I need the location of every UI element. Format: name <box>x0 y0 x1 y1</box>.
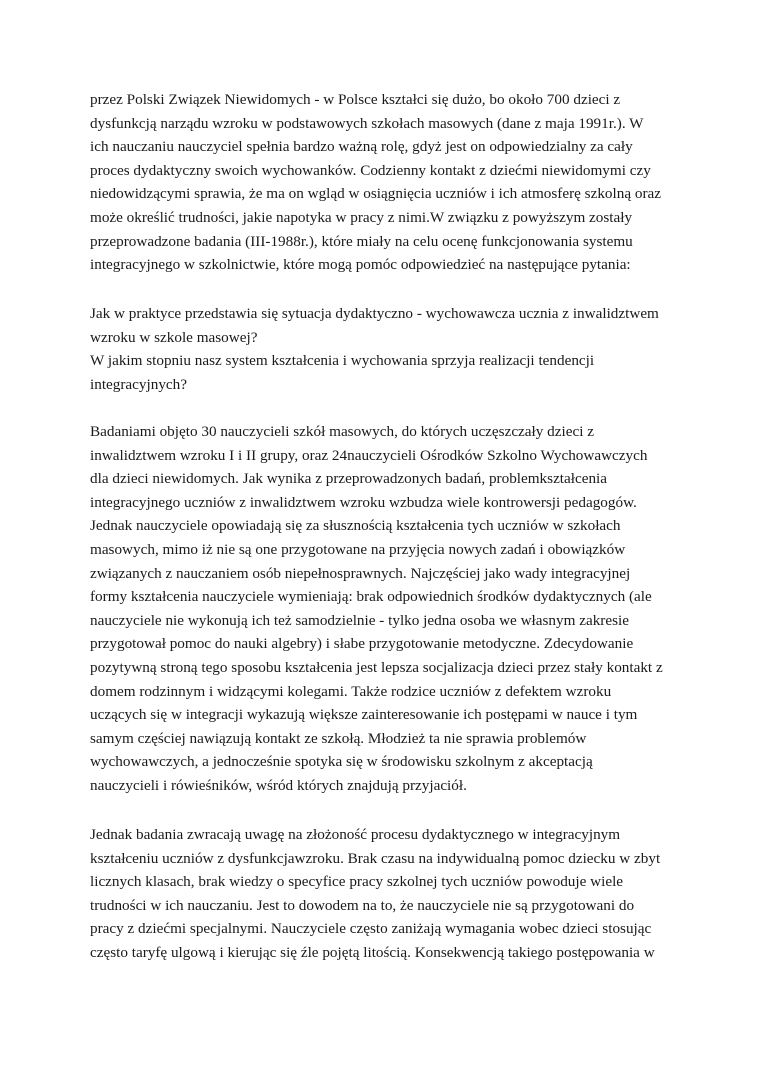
text-line: pozytywną stroną tego sposobu kształcenia jest lepsza socjalizacja dzieci przez stały kontakt z <box>90 658 663 676</box>
text-line: wzroku w szkole masowej? <box>90 328 258 346</box>
text-line: W jakim stopniu nasz system kształcenia i wychowania sprzyja realizacji tendencji <box>90 352 595 370</box>
paragraph-questions <box>90 302 680 396</box>
paragraph-research-results <box>90 420 680 798</box>
text-line: nauczyciele nie wykonują ich też samodzielnie - tylko jedna osoba we własnym zakresie <box>90 611 629 629</box>
text-line: ich nauczaniu nauczyciel spełnia bardzo ważną rolę, gdyż jest on odpowiedzialny za cały <box>90 138 633 156</box>
text-line: uczących się w integracji wykazują większe zainteresowanie ich postępami w nauce i tym <box>90 706 638 724</box>
text-line: dla dzieci niewidomych. Jak wynika z przeprowadzonych badań, problemkształcenia <box>90 470 608 488</box>
text-line: Jednak badania zwracają uwagę na złożoność procesu dydaktycznego w integracyjnym <box>90 826 621 843</box>
text-line: trudności w ich nauczaniu. Jest to dowodem na to, że nauczyciele nie są przygotowani do <box>90 896 635 914</box>
text-line: Jednak nauczyciele opowiadają się za słusznością kształcenia tych uczniów w szkołach <box>90 517 621 535</box>
text-line: proces dydaktyczny swoich wychowanków. Codzienny kontakt z dziećmi niewidomymi czy <box>90 161 651 179</box>
text-line: masowych, mimo iż nie są one przygotowane na przyjęcia nowych zadań i obowiązków <box>90 540 626 558</box>
text-line: kształceniu uczniów z dysfunkcjawzroku. Brak czasu na indywidualną pomoc dziecku w zbyt <box>90 849 661 867</box>
paragraph-intro <box>90 88 680 277</box>
text-line: przez Polski Związek Niewidomych - w Polsce kształci się dużo, bo około 700 dzieci z <box>90 91 621 108</box>
text-line: niedowidzącymi sprawia, że ma on wgląd w osiągnięcia uczniów i ich atmosferę szkolną oraz <box>90 185 662 203</box>
text-line: często taryfę ulgową i kierując się źle pojętą litością. Konsekwencją takiego postępowania w <box>90 943 655 961</box>
text-line: integracyjnego w szkolnictwie, które mogą pomóc odpowiedzieć na następujące pytania: <box>90 256 631 274</box>
text-line: integracyjnego uczniów z inwalidztwem wzroku wzbudza wiele kontrowersji pedagogów. <box>90 493 637 511</box>
text-line: może określić trudności, jakie napotyka w pracy z nimi.W związku z powyższym zostały <box>90 208 633 226</box>
text-line: przeprowadzone badania (III-1988r.), które miały na celu ocenę funkcjonowania systemu <box>90 232 633 250</box>
text-line: integracyjnych? <box>90 375 187 393</box>
text-line: licznych klasach, brak wiedzy o specyfice pracy szkolnej tych uczniów powoduje wiele <box>90 873 624 891</box>
text-line: Badaniami objęto 30 nauczycieli szkół masowych, do których uczęszczały dzieci z <box>90 423 594 440</box>
text-line: pracy z dziećmi specjalnymi. Nauczyciele często zaniżają wymagania wobec dzieci stosując <box>90 920 652 938</box>
text-line: wychowawczych, a jednocześnie spotyka się w środowisku szkolnym z akceptacją <box>90 753 593 771</box>
text-line: nauczycieli i rówieśników, wśród których znajdują przyjaciół. <box>90 776 467 794</box>
text-line: samym częściej nawiązują kontakt ze szkołą. Młodzież ta nie sprawia problemów <box>90 729 587 747</box>
paragraph-complexity <box>90 823 680 965</box>
text-line: związanych z nauczaniem osób niepełnosprawnych. Najczęściej jako wady integracyjnej <box>90 564 631 582</box>
text-line: przygotował pomoc do nauki algebry) i słabe przygotowanie metodyczne. Zdecydowanie <box>90 635 634 653</box>
text-line: inwalidztwem wzroku I i II grupy, oraz 24nauczycieli Ośrodków Szkolno Wychowawczych <box>90 446 648 464</box>
text-line: dysfunkcją narządu wzroku w podstawowych szkołach masowych (dane z maja 1991r.). W <box>90 114 644 132</box>
text-line: formy kształcenia nauczyciele wymieniają: brak odpowiednich środków dydaktycznych (ale <box>90 588 652 606</box>
text-line: domem rodzinnym i widzącymi kolegami. Także rodzice uczniów z defektem wzroku <box>90 682 612 700</box>
text-line: Jak w praktyce przedstawia się sytuacja dydaktyczno - wychowawcza ucznia z inwalidztwem <box>90 305 659 322</box>
